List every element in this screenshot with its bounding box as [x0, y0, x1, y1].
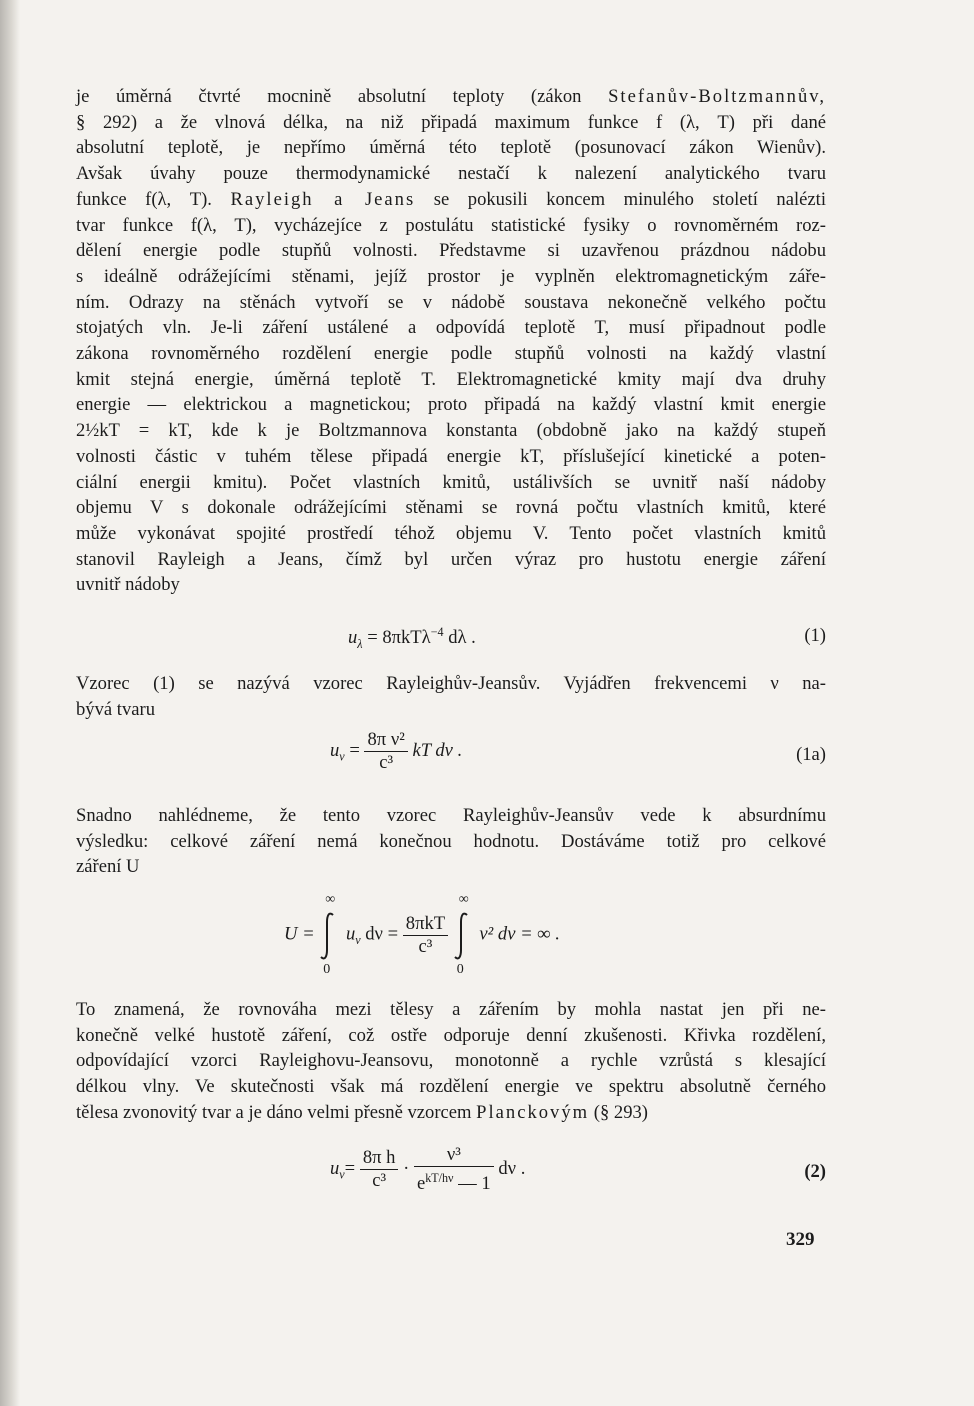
text-line: objemu V s dokonale odrážejícími stěnami se rovná počtu vlastních kmitů, které	[76, 497, 826, 519]
text-line: volnosti částic v tuhém tělese připadá energie kT, příslušející kinetické a poten-	[76, 445, 826, 467]
text-line: délkou vlny. Ve skutečnosti však má rozdělení energie ve spektru absolutně černého	[76, 1076, 826, 1098]
fraction: $\frac{\text{8π h}}{\text{c³}}$	[360, 1148, 399, 1191]
fraction: $\frac{\text{ν³}}{e^{kT/h\nu} — 1}$	[414, 1145, 494, 1194]
text-line: tvar funkce f(λ, T), vycházejíce z postulátu statistické fysiky o rovnoměrném roz-	[76, 214, 826, 236]
text-line: ciální energii kmitu). Počet vlastních kmitů, ustálivších se uvnitř naší nádoby	[76, 471, 826, 493]
text-line: výsledku: celkové záření nemá konečnou hodnotu. Dostáváme totiž pro celkové	[76, 830, 826, 852]
text-line: absolutní teplotě, je nepřímo úměrná této teplotě (posunovací zákon Wienův).	[76, 137, 826, 159]
equation-number: (2)	[804, 1161, 826, 1182]
text-line: tělesa zvonovitý tvar a je dáno velmi přesně vzorcem Planckovým (§ 293)	[76, 1101, 648, 1123]
text-line: s ideálně odrážejícími stěnami, jejíž prostor je vyplněn elektromagnetickým záře-	[76, 265, 826, 287]
text-line: 2½kT = kT, kde k je Boltzmannova konstanta (obdobně jako na každý stupeň	[76, 420, 826, 442]
paragraph-2	[76, 671, 826, 722]
text-line: odpovídající vzorci Rayleighovu-Jeansovu, monotonně a rychle vzrůstá s klesající	[76, 1050, 826, 1072]
text-line: bývá tvaru	[76, 698, 155, 720]
text-line: funkce f(λ, T). Rayleigh a Jeans se pokusili koncem minulého století nalézti	[76, 188, 826, 210]
paragraph-4	[76, 997, 826, 1126]
text-line: zákona rovnoměrného rozdělení energie podle stupňů volnosti na každý vlastní	[76, 343, 826, 365]
paragraph-1	[76, 84, 826, 598]
equation-total-radiation: U = ∞ 0 $u_\nu$ dν = $\frac{\text{8πkT}}{\text{c³}}$ ∞ 0 ν² dν = ∞ .	[284, 892, 560, 977]
text-line: ním. Odrazy na stěnách vytvoří se v nádobě soustava nekonečně velkého počtu	[76, 291, 826, 313]
paragraph-3	[76, 803, 826, 880]
text-line: je úměrná čtvrté mocnině absolutní teploty (zákon Stefanův-Boltzmannův,	[76, 86, 826, 107]
text-line: energie — elektrickou a magnetickou; proto připadá na každý vlastní kmit energie	[76, 394, 826, 416]
page-number: 329	[786, 1229, 815, 1250]
text-line: stojatých vln. Je-li záření ustálené a odpovídá teplotě T, musí připadnout podle	[76, 317, 826, 339]
text-line: uvnitř nádoby	[76, 574, 180, 596]
fraction: $\frac{\text{8π ν²}}{\text{c³}}$	[364, 730, 407, 773]
text-line: Vzorec (1) se nazývá vzorec Rayleighův-Jeansův. Vyjádřen frekvencemi ν na-	[76, 673, 826, 694]
text-line: Snadno nahlédneme, že tento vzorec Rayleighův-Jeansův vede k absurdnímu	[76, 805, 826, 826]
equation-number: (1)	[804, 625, 826, 646]
text-line: záření U	[76, 856, 140, 878]
integral-sign: ∞ 0	[323, 892, 336, 977]
text-line: může vykonávat spojité prostředí téhož objemu V. Tento počet vlastních kmitů	[76, 522, 826, 544]
text-line: § 292) a že vlnová délka, na niž připadá maximum funkce f (λ, T) při dané	[76, 111, 826, 133]
text-line: konečně velké hustotě záření, což ostře odporuje denní zkušenosti. Křivka rozdělení,	[76, 1024, 826, 1046]
equation-number: (1a)	[796, 744, 826, 765]
text-line: dělení energie podle stupňů volnosti. Představme si uzavřenou prázdnou nádobu	[76, 240, 826, 262]
integral-sign: ∞ 0	[456, 892, 469, 977]
fraction: $\frac{\text{8πkT}}{\text{c³}}$	[403, 914, 448, 957]
text-line: To znamená, že rovnováha mezi tělesy a zářením by mohla nastat jen při ne-	[76, 999, 826, 1020]
equation-1a: $u_\nu$ = $\frac{\text{8π ν²}}{\text{c³}}$ kT dν . (1a)	[330, 729, 826, 773]
equation-1: $u_\lambda = 8\pi kT\lambda^{-4}$ dλ . (1)	[348, 625, 826, 651]
text-line: kmit stejná energie, úměrná teplotě T. Elektromagnetické kmity mají dva druhy	[76, 368, 826, 390]
text-line: Avšak úvahy pouze thermodynamické nestačí k nalezení analytického tvaru	[76, 163, 826, 185]
book-spine-shadow	[0, 0, 20, 1406]
text-line: stanovil Rayleigh a Jeans, čímž byl určen výraz pro hustotu energie záření	[76, 548, 826, 570]
equation-2: $u_\nu=$ $\frac{\text{8π h}}{\text{c³}}$ · $\frac{\text{ν³}}{e^{kT/h\nu} — 1}$ dν . (2)	[330, 1144, 826, 1195]
